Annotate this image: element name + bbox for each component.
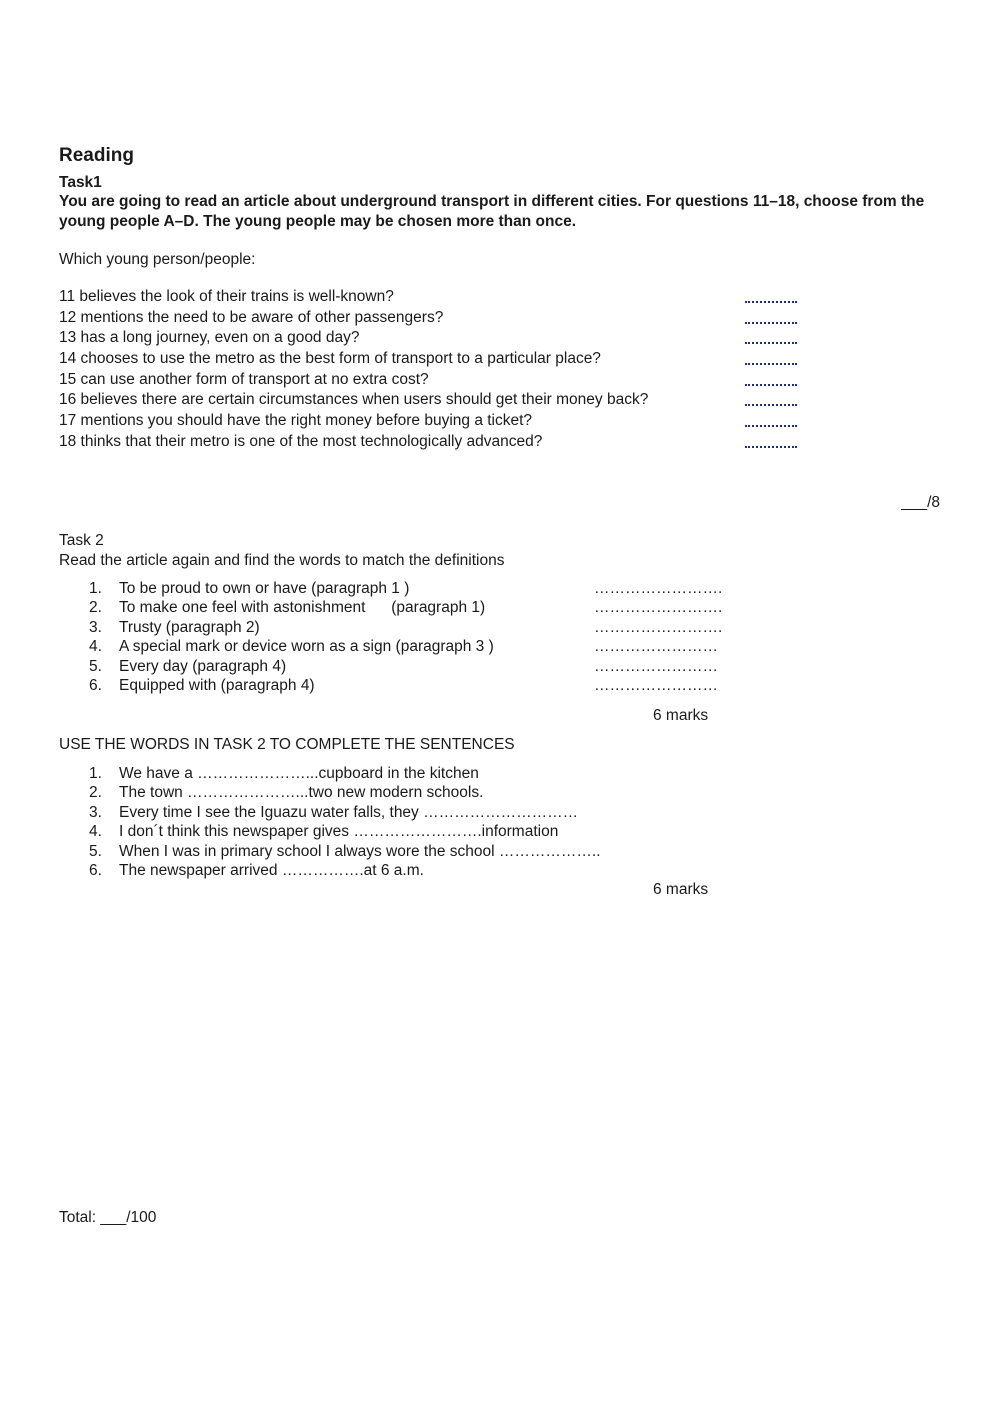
- question-item: [59, 350, 819, 371]
- task3-marks: 6 marks: [653, 881, 709, 898]
- definition-item: [89, 638, 749, 657]
- sentence-text[interactable]: When I was in primary school I always wore the school ………………..: [119, 842, 601, 860]
- total-score: Total: ___/100: [59, 1209, 157, 1226]
- answer-blank[interactable]: ……………………: [594, 638, 718, 656]
- answer-blank[interactable]: [745, 295, 797, 303]
- sentence-item: [89, 843, 789, 862]
- item-number: 4.: [89, 823, 102, 841]
- answer-blank[interactable]: [745, 398, 797, 406]
- definition-text: Every day (paragraph 4): [119, 657, 287, 675]
- question-item: [59, 412, 819, 433]
- sentence-text[interactable]: We have a …………………...cupboard in the kitchen: [119, 765, 479, 782]
- question-item: [59, 371, 819, 392]
- answer-blank[interactable]: …………………….: [594, 580, 723, 597]
- question-item: [59, 309, 819, 330]
- task2-title: Task 2: [59, 532, 104, 549]
- answer-blank[interactable]: …………………….: [594, 599, 723, 617]
- item-number: 6.: [89, 676, 102, 694]
- sentence-list: [89, 765, 789, 881]
- definition-text: Trusty (paragraph 2): [119, 618, 260, 636]
- answer-blank[interactable]: [745, 419, 797, 427]
- item-number: 2.: [89, 599, 102, 617]
- question-text: 14 chooses to use the metro as the best form of transport to a particular place?: [59, 350, 601, 368]
- definition-text: To be proud to own or have (paragraph 1 ): [119, 580, 410, 597]
- question-text: 12 mentions the need to be aware of other passengers?: [59, 308, 444, 326]
- question-text: 17 mentions you should have the right money before buying a ticket?: [59, 412, 533, 430]
- definition-item: [89, 580, 749, 599]
- sentence-text[interactable]: I don´t think this newspaper gives …………………….information: [119, 823, 559, 841]
- question-text: 11 believes the look of their trains is well-known?: [59, 288, 394, 305]
- task1-title: Task1: [59, 174, 102, 191]
- definition-item: [89, 619, 749, 638]
- definition-item: [89, 658, 749, 677]
- definition-text: Equipped with (paragraph 4): [119, 676, 315, 694]
- item-number: 1.: [89, 765, 102, 782]
- question-list: [59, 288, 819, 454]
- definition-text: A special mark or device worn as a sign (paragraph 3 ): [119, 638, 494, 656]
- task2-marks: 6 marks: [653, 707, 709, 724]
- question-item: [59, 329, 819, 350]
- item-number: 4.: [89, 638, 102, 656]
- task1-instructions: You are going to read an article about underground transport in different cities. For questions 11–18, choose from the young people A–D. The young people may be chosen more than once.: [59, 193, 925, 230]
- answer-blank[interactable]: [745, 378, 797, 386]
- task2-instructions: Read the article again and find the words to match the definitions: [59, 552, 505, 569]
- answer-blank[interactable]: [745, 440, 797, 448]
- question-item: [59, 391, 819, 412]
- definition-item: [89, 599, 749, 618]
- question-item: [59, 433, 819, 454]
- sentence-text[interactable]: The town …………………...two new modern schools.: [119, 784, 484, 802]
- sentence-item: [89, 823, 789, 842]
- sentence-item: [89, 784, 789, 803]
- item-number: 6.: [89, 861, 102, 879]
- item-number: 1.: [89, 580, 102, 597]
- question-text: 15 can use another form of transport at no extra cost?: [59, 370, 429, 388]
- task1-score: ___/8: [901, 494, 940, 511]
- answer-blank[interactable]: [745, 357, 797, 365]
- answer-blank[interactable]: ……………………: [594, 657, 718, 675]
- answer-blank[interactable]: [745, 316, 797, 324]
- task1-prompt: Which young person/people:: [59, 251, 256, 268]
- definition-list: [89, 580, 749, 696]
- answer-blank[interactable]: ……………………: [594, 676, 718, 694]
- question-item: [59, 288, 819, 309]
- item-number: 5.: [89, 657, 102, 675]
- task3-title: USE THE WORDS IN TASK 2 TO COMPLETE THE SENTENCES: [59, 736, 515, 753]
- sentence-text[interactable]: Every time I see the Iguazu water falls, they …………………………: [119, 803, 579, 821]
- definition-item: [89, 677, 749, 696]
- question-text: 16 believes there are certain circumstances when users should get their money back?: [59, 391, 649, 409]
- sentence-item: [89, 804, 789, 823]
- sentence-item: [89, 765, 789, 784]
- answer-blank[interactable]: …………………….: [594, 618, 723, 636]
- question-text: 18 thinks that their metro is one of the most technologically advanced?: [59, 432, 543, 450]
- answer-blank[interactable]: [745, 336, 797, 344]
- question-text: 13 has a long journey, even on a good day?: [59, 329, 360, 347]
- sentence-item: [89, 862, 789, 881]
- section-heading: Reading: [59, 145, 134, 166]
- item-number: 3.: [89, 803, 102, 821]
- item-number: 5.: [89, 842, 102, 860]
- definition-text: To make one feel with astonishment (paragraph 1): [119, 599, 486, 617]
- item-number: 2.: [89, 784, 102, 802]
- sentence-text[interactable]: The newspaper arrived …………….at 6 a.m.: [119, 861, 424, 879]
- item-number: 3.: [89, 618, 102, 636]
